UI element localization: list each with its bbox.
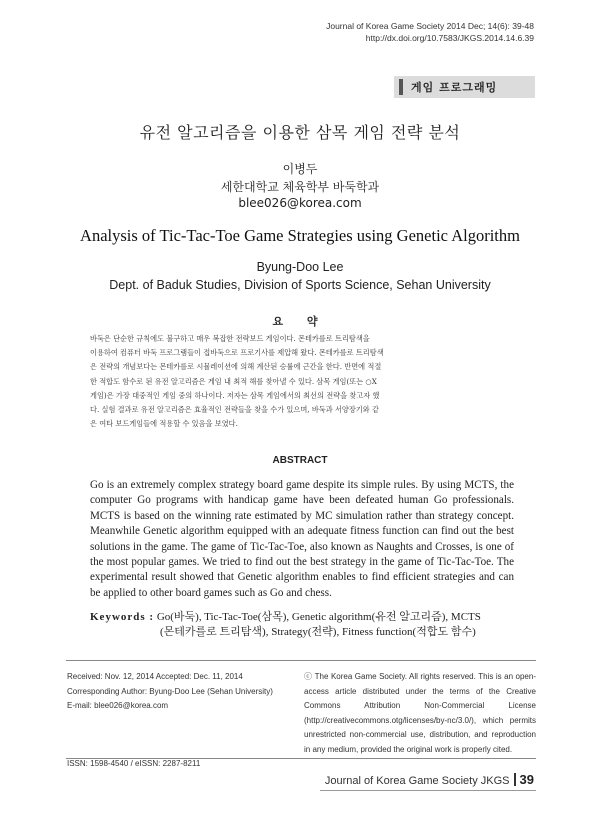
abstract-korean-line: 한 적합도 함수로 된 유전 알고리즘은 게임 내 최적 해를 찾아낼 수 있다. 삼목 게임(또는 ○X [90,376,377,386]
section-tag-label: 게임 프로그래밍 [411,81,498,94]
abstract-korean-line: 다. 실험 결과로 유전 알고리즘은 효율적인 전략들을 찾을 수가 있으며, 바둑과 서양장기와 같 [90,404,379,414]
abstract-english: Go is an extremely complex strategy board game despite its simple rules. By using MCTS, the computer Go programs with handicap game have been defeated human Go professionals. MCTS is based on the winning rate estimated by MC simulation rather than strategy concept. Meanwhile Genetic algorithm equipped with an adequate fitness function can find out the best solutions in the game. The game of Tic-Tac-Toe, also known as Naughts and Crosses, is one of the most popular games. We tried to find out the best strategy in the game of Tic-Tac-Toe. The experimental result showed that Genetic algorithm enables to find efficient strategies and can be applied to other board games such as Go and chess. [90,479,514,599]
footer-journal-name: Journal of Korea Game Society JKGS [324,775,510,787]
received-date: Received: Nov. 12, 2014 Accepted: Dec. 11, 2014 [67,672,243,681]
doi-link[interactable]: http://dx.doi.org/10.7583/JKGS.2014.14.6.39 [365,33,534,43]
issn: ISSN: 1598-4540 / eISSN: 2287-8211 [67,759,201,768]
copyright-notice: ⓒ The Korea Game Society. All rights reserved. This is an open-access article distributed under the terms of the Creative Commons Attribution Non-Commercial License (http://creativecommons.otg/licenses/by-nc/3.0/), which permits unrestricted non-commercial use, distribution, and reproduction in any medium, provided the original work is properly cited. [304,672,536,754]
abstract-korean-line: 은 여타 보드게임들에 적용할 수 있음을 보였다. [90,419,238,429]
footnote-divider [66,660,536,661]
page-footer [325,772,534,787]
corresponding-author: Corresponding Author: Byung-Doo Lee (Sehan University) [67,686,273,696]
abstract-korean-line: 게임)은 가장 대중적인 게임 중의 하나이다. 저자는 삼목 게임에서의 최선의 전략을 찾고자 했 [90,390,380,400]
keywords-line: Go(바둑), Tic-Tac-Toe(삼목), Genetic algorithm(유전 알고리즘), MCTS [156,611,481,623]
author-korean: 이병두 [282,162,318,176]
title-english: Analysis of Tic-Tac-Toe Game Strategies using Genetic Algorithm [80,226,520,245]
footnote-email[interactable]: E-mail: blee026@korea.com [67,701,169,710]
page-number: 39 [519,772,534,787]
journal-citation-line: Journal of Korea Game Society 2014 Dec; 14(6): 39-48 [326,21,534,31]
section-tag-bar [399,79,403,95]
footer-divider [66,758,536,759]
abstract-korean-heading: 요 약 [272,315,328,328]
abstract-korean [90,332,514,431]
footer-separator [514,773,516,786]
footer-underline [320,790,536,791]
affiliation-korean: 세한대학교 체육학부 바둑학과 [220,180,380,194]
title-korean: 유전 알고리즘을 이용한 삼목 게임 전략 분석 [139,123,461,142]
abstract-english-heading: ABSTRACT [272,455,328,466]
keywords-label: Keywords : [90,611,155,623]
abstract-korean-line: 은 전략의 개념보다는 몬테카를로 시뮬레이션에 의해 계산된 승률에 근간을 한다. 반면에 적절 [90,362,382,372]
journal-citation [326,20,534,44]
abstract-korean-line: 바둑은 단순한 규칙에도 불구하고 매우 복잡한 전략보드 게임이다. 몬테카를로 트리탐색을 [90,334,370,343]
keywords [90,610,481,640]
abstract-korean-line: 이용하여 컴퓨터 바둑 프로그램들이 접바둑으로 프로기사를 제압해 왔다. 몬테카를로 트리탐색 [90,348,384,358]
section-tag [394,76,535,98]
keywords-line: (몬테카를로 트리탐색), Strategy(전략), Fitness function(적합도 함수) [160,626,476,638]
author-english: Byung-Doo Lee [256,260,344,274]
author-email[interactable]: blee026@korea.com [238,196,362,210]
affiliation-english: Dept. of Baduk Studies, Division of Sports Science, Sehan University [109,278,491,292]
footnote-left [67,670,273,772]
